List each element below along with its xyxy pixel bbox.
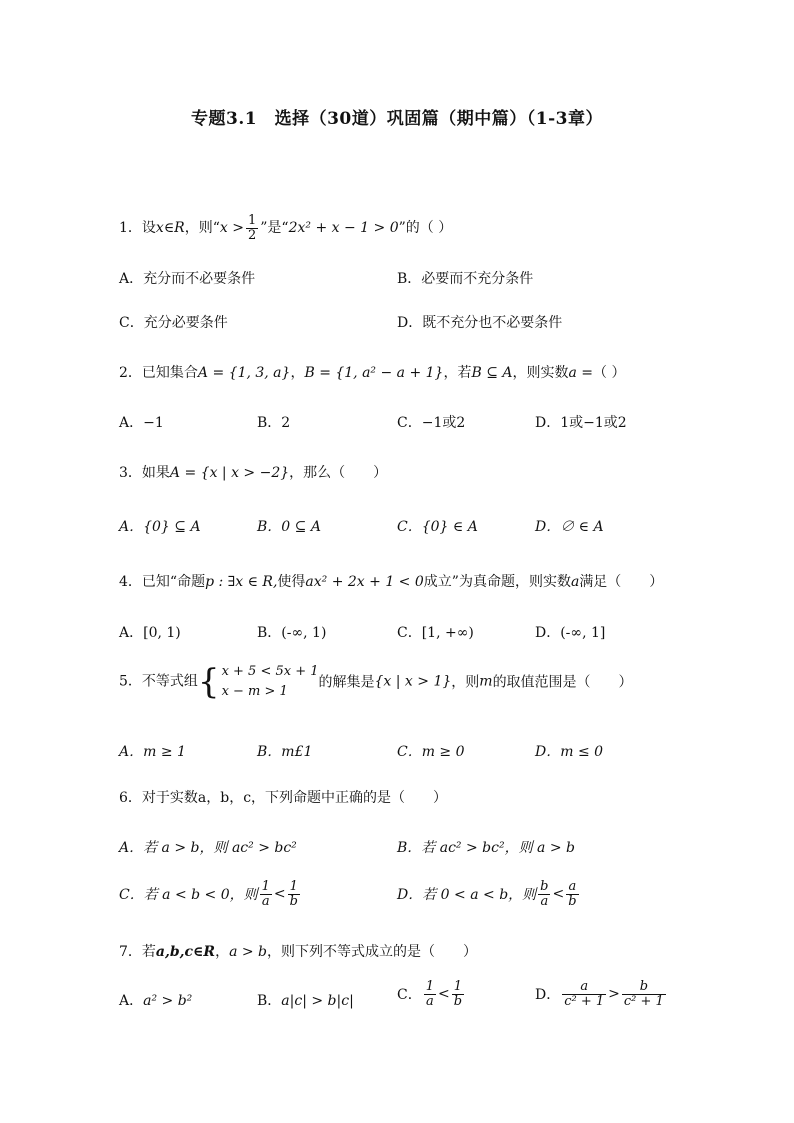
inequality-1: x + 5 < 5x + 1 <box>221 664 319 679</box>
numerator: b <box>622 980 666 995</box>
question-7-stem <box>119 941 477 961</box>
q7-option-a[interactable] <box>119 990 192 1010</box>
option-letter: B． <box>257 993 282 1009</box>
q1-option-b[interactable]: B．必要而不充分条件 <box>397 271 534 287</box>
q6-d-text: D．若 0 < a < b，则 <box>397 887 537 904</box>
q2-math: B ⊆ A <box>471 365 513 381</box>
q7-text: ， <box>215 944 230 960</box>
q5-option-a[interactable]: A．m ≥ 1 <box>119 744 186 760</box>
denominator: b <box>289 893 298 909</box>
q2-option-a[interactable]: A．−1 <box>119 415 164 431</box>
numerator: 1 <box>452 980 464 995</box>
q2-option-d[interactable]: D．1或−1或2 <box>535 415 627 431</box>
fraction <box>622 980 666 1008</box>
question-2-stem <box>119 362 625 382</box>
q5-text: ，则 <box>451 674 480 691</box>
fraction <box>424 980 436 1008</box>
q2-text: （ ） <box>593 365 626 381</box>
q7-option-b[interactable] <box>257 990 354 1010</box>
option-letter: C． <box>397 987 422 1004</box>
numerator: a <box>562 980 606 995</box>
less-than: < <box>552 886 565 903</box>
numerator: a <box>566 880 578 895</box>
q6-option-a[interactable]: A．若 a > b，则 ac² > bc² <box>119 840 297 856</box>
q6-option-c[interactable] <box>119 880 302 908</box>
less-than: < <box>438 986 450 1003</box>
q1-option-c[interactable]: C．充分必要条件 <box>119 315 228 331</box>
q5-text: 5．不等式组 <box>119 673 198 690</box>
denominator: b <box>453 993 463 1009</box>
q4-text: 成立”为真命题，则实数 <box>423 574 571 590</box>
denominator: 2 <box>247 227 257 243</box>
denominator: a <box>425 993 434 1009</box>
q5-text: 的解集是 <box>318 674 375 691</box>
q6-option-b[interactable]: B．若 ac² > bc²，则 a > b <box>397 840 575 856</box>
q7-a-math: a² > b² <box>143 993 193 1009</box>
q5-option-d[interactable]: D．m ≤ 0 <box>535 744 604 760</box>
page-title: 专题3.1 选择（30道）巩固篇（期中篇）（1-3章） <box>191 109 603 129</box>
q4-option-b[interactable]: B．(-∞, 1) <box>257 625 327 641</box>
q1-math: x > <box>219 220 244 237</box>
numerator: 1 <box>425 979 434 994</box>
question-4-stem <box>119 571 663 591</box>
q1-fraction <box>246 214 258 242</box>
q2-text: ，若 <box>443 365 472 381</box>
fraction <box>562 980 606 1008</box>
inequality-2: x − m > 1 <box>221 683 288 699</box>
q4-option-c[interactable]: C．[1, +∞) <box>397 625 474 641</box>
fraction <box>452 980 464 1008</box>
less-than: < <box>273 886 286 903</box>
numerator: 1 <box>247 213 257 228</box>
q2-math: a = <box>568 365 594 381</box>
q5-option-b[interactable]: B．m£1 <box>257 744 313 760</box>
fraction <box>288 880 300 908</box>
q2-option-c[interactable]: C．−1或2 <box>397 415 466 431</box>
q5-option-c[interactable]: C．m ≥ 0 <box>397 744 465 760</box>
denominator: a <box>540 893 549 909</box>
q7-math: a,b,c∈R <box>155 944 216 960</box>
question-5-stem <box>119 662 633 701</box>
q7-option-c[interactable] <box>397 980 466 1008</box>
fraction <box>260 880 272 908</box>
q1-text: ”是“ <box>260 220 289 237</box>
numerator: 1 <box>288 880 300 895</box>
system-brace: { <box>197 661 220 702</box>
q2-text: 2．已知集合 <box>119 365 198 381</box>
q1-text: ，则“ <box>184 220 220 237</box>
q4-option-d[interactable]: D．(-∞, 1] <box>535 625 606 641</box>
q7-text: ，则下列不等式成立的是（ ） <box>267 944 478 960</box>
denominator: a <box>261 893 270 909</box>
q2-option-b[interactable]: B．2 <box>257 415 291 431</box>
q4-text: 4．已知“命题 <box>119 574 206 590</box>
q4-math: ax² + 2x + 1 < 0 <box>305 574 424 590</box>
question-1-stem <box>119 214 452 242</box>
fraction <box>538 880 550 908</box>
q2-text: ， <box>290 365 305 381</box>
q1-math: 2x² + x − 1 > 0 <box>288 220 399 237</box>
q1-text: 1．设 <box>119 220 156 237</box>
denominator: b <box>568 893 577 909</box>
question-3-stem <box>119 462 387 482</box>
q7-text: 7．若 <box>119 944 156 960</box>
q4-math: p : ∃x ∈ R, <box>205 574 278 590</box>
numerator: 1 <box>261 879 270 894</box>
q3-option-b[interactable]: B．0 ⊆ A <box>257 519 321 535</box>
q7-b-math: a|c| > b|c| <box>281 993 354 1009</box>
q4-text: 满足（ ） <box>579 574 664 590</box>
denominator: c² + 1 <box>564 993 605 1009</box>
q4-option-a[interactable]: A．[0, 1) <box>119 625 181 641</box>
q3-text: 3．如果 <box>119 465 170 481</box>
option-letter: D． <box>535 987 561 1004</box>
greater-than: > <box>608 986 620 1003</box>
q3-text: ，那么（ ） <box>289 465 388 481</box>
q3-option-c[interactable]: C．{0} ∈ A <box>397 519 478 535</box>
q1-option-a[interactable]: A．充分而不必要条件 <box>119 271 256 287</box>
q7-option-d[interactable] <box>535 980 668 1008</box>
numerator: b <box>540 879 549 894</box>
q4-text: 使得 <box>277 574 306 590</box>
denominator: c² + 1 <box>623 993 664 1009</box>
q3-option-a[interactable]: A．{0} ⊆ A <box>119 519 201 535</box>
q7-math: a > b <box>229 944 268 960</box>
q3-option-d[interactable]: D．∅ ∈ A <box>535 519 604 535</box>
q6-option-d[interactable] <box>397 880 581 908</box>
q2-text: ，则实数 <box>512 365 569 381</box>
inequality-system <box>222 662 319 701</box>
q5-math: {x | x > 1} <box>374 673 452 690</box>
question-6-stem: 6．对于实数a，b，c，下列命题中正确的是（ ） <box>119 790 448 806</box>
q2-math: B = {1, a² − a + 1} <box>304 365 444 381</box>
q1-text: ”的（ ） <box>398 220 453 237</box>
option-letter: A． <box>119 993 144 1009</box>
q1-math: x∈R <box>155 220 185 237</box>
q5-text: 的取值范围是（ ） <box>492 674 633 691</box>
q3-math: A = {x | x > −2} <box>169 465 290 481</box>
q1-option-d[interactable]: D．既不充分也不必要条件 <box>397 315 563 331</box>
q6-c-text: C．若 a < b < 0，则 <box>119 887 258 904</box>
q4-math: a <box>570 574 580 590</box>
q5-math: m <box>479 673 493 690</box>
q2-math: A = {1, 3, a} <box>197 365 291 381</box>
fraction <box>566 880 578 908</box>
